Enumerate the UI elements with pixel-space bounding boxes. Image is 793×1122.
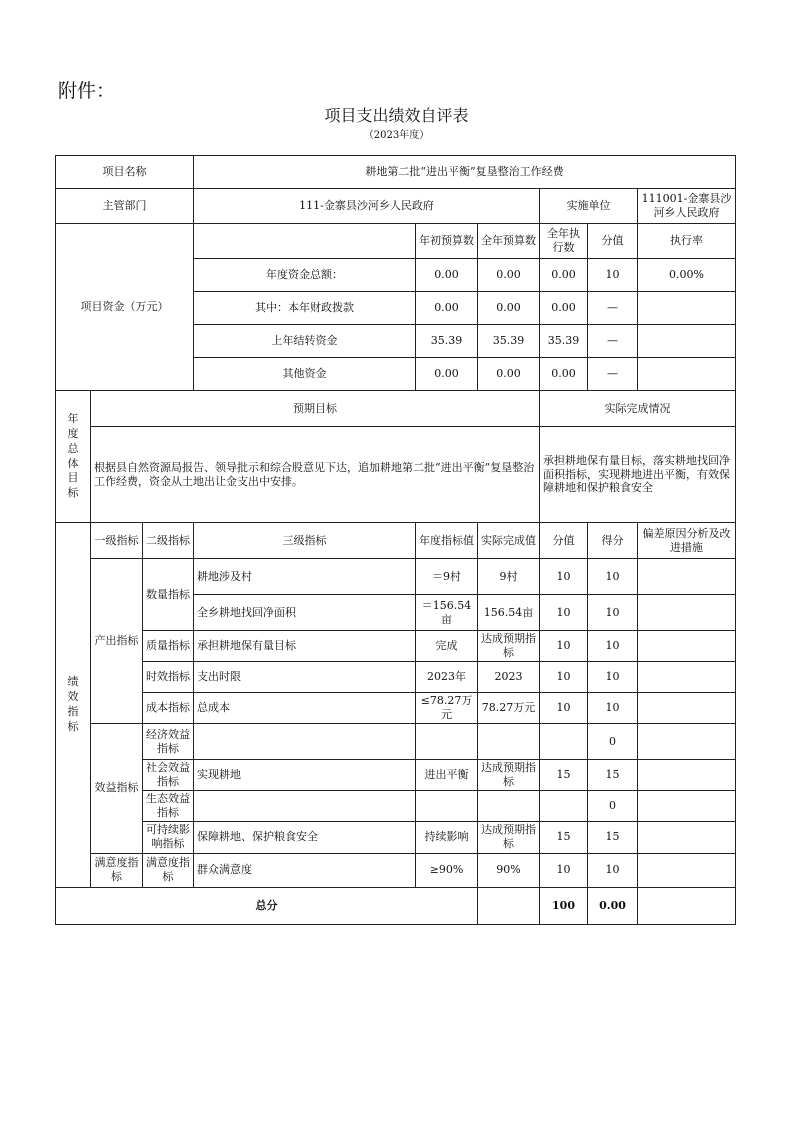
ind-notes	[638, 595, 736, 631]
funds-header-initial: 年初预算数	[416, 224, 478, 259]
ind-value: 10	[540, 662, 588, 693]
total-blank	[478, 887, 540, 924]
project-name-label: 项目名称	[56, 156, 194, 189]
ind-value: 15	[540, 821, 588, 853]
funds-header-value: 分值	[588, 224, 638, 259]
ind-l3: 耕地涉及村	[194, 559, 416, 595]
ind-value: 10	[540, 631, 588, 662]
ind-l2-timeliness: 时效指标	[143, 662, 194, 693]
funds-initial: 35.39	[416, 325, 478, 358]
funds-header-annual: 全年预算数	[478, 224, 540, 259]
ind-target	[416, 724, 478, 760]
ind-value: 10	[540, 559, 588, 595]
indicator-row	[56, 724, 736, 760]
ind-actual: 2023	[478, 662, 540, 693]
ind-score: 15	[588, 821, 638, 853]
impl-value: 111001-金寨县沙河乡人民政府	[638, 189, 736, 224]
ind-l1-satisfaction: 满意度指标	[91, 853, 143, 887]
goals-expected-label: 预期目标	[91, 391, 540, 427]
ind-notes	[638, 693, 736, 724]
ind-l2-satisfaction: 满意度指标	[143, 853, 194, 887]
ind-score: 10	[588, 559, 638, 595]
ind-header-score: 得分	[588, 523, 638, 559]
total-notes	[638, 887, 736, 924]
indicator-row	[56, 760, 736, 791]
dept-label: 主管部门	[56, 189, 194, 224]
ind-l2-quantity: 数量指标	[143, 559, 194, 631]
ind-header-actual: 实际完成值	[478, 523, 540, 559]
ind-target: 2023年	[416, 662, 478, 693]
ind-score: 10	[588, 662, 638, 693]
ind-l2-quality: 质量指标	[143, 631, 194, 662]
ind-notes	[638, 791, 736, 822]
ind-actual: 9村	[478, 559, 540, 595]
ind-header-notes: 偏差原因分析及改进措施	[638, 523, 736, 559]
ind-target: ≥90%	[416, 853, 478, 887]
indicator-row	[56, 821, 736, 853]
ind-value: 15	[540, 760, 588, 791]
ind-value: 10	[540, 693, 588, 724]
ind-l3: 实现耕地	[194, 760, 416, 791]
ind-l3	[194, 791, 416, 822]
total-value: 100	[540, 887, 588, 924]
ind-value	[540, 724, 588, 760]
ind-notes	[638, 631, 736, 662]
goals-expected: 根据县自然资源局报告、领导批示和综合股意见下达，追加耕地第二批“进出平衡”复垦整治工作经费，资金从土地出让金支出中安排。	[91, 427, 540, 523]
funds-row-label: 上年结转资金	[194, 325, 416, 358]
funds-header-executed: 全年执行数	[540, 224, 588, 259]
goals-actual: 承担耕地保有量目标，落实耕地找回净面积指标，实现耕地进出平衡，有效保障耕地和保护粮食安全	[540, 427, 736, 523]
ind-l2-social: 社会效益指标	[143, 760, 194, 791]
ind-l2-economic: 经济效益指标	[143, 724, 194, 760]
funds-executed: 35.39	[540, 325, 588, 358]
ind-target: 完成	[416, 631, 478, 662]
ind-score: 0	[588, 724, 638, 760]
ind-actual: 78.27万元	[478, 693, 540, 724]
indicator-row	[56, 662, 736, 693]
ind-l1-output: 产出指标	[91, 559, 143, 724]
ind-header-l3: 三级指标	[194, 523, 416, 559]
ind-l3	[194, 724, 416, 760]
ind-value	[540, 791, 588, 822]
ind-notes	[638, 559, 736, 595]
attachment-label: 附件：	[58, 80, 116, 102]
funds-initial: 0.00	[416, 292, 478, 325]
ind-actual	[478, 791, 540, 822]
ind-target: 持续影响	[416, 821, 478, 853]
ind-score: 0	[588, 791, 638, 822]
ind-l3: 保障耕地、保护粮食安全	[194, 821, 416, 853]
funds-annual: 0.00	[478, 358, 540, 391]
funds-executed: 0.00	[540, 292, 588, 325]
ind-score: 10	[588, 853, 638, 887]
ind-actual: 90%	[478, 853, 540, 887]
ind-header-value: 分值	[540, 523, 588, 559]
funds-row-label: 年度资金总额：	[194, 259, 416, 292]
total-label: 总分	[56, 887, 478, 924]
funds-label: 项目资金（万元）	[56, 224, 194, 391]
indicator-row	[56, 693, 736, 724]
ind-actual	[478, 724, 540, 760]
ind-notes	[638, 760, 736, 791]
funds-header-rate: 执行率	[638, 224, 736, 259]
ind-actual: 156.54亩	[478, 595, 540, 631]
funds-rate	[638, 325, 736, 358]
indicator-row	[56, 853, 736, 887]
indicators-label: 绩效指标	[56, 523, 91, 888]
project-name: 耕地第二批“进出平衡”复垦整治工作经费	[194, 156, 736, 189]
ind-header-l2: 二级指标	[143, 523, 194, 559]
ind-actual: 达成预期指标	[478, 821, 540, 853]
year-note: （2023年度）	[363, 130, 430, 141]
ind-score: 15	[588, 760, 638, 791]
ind-l3: 支出时限	[194, 662, 416, 693]
performance-table	[55, 155, 736, 925]
ind-notes	[638, 853, 736, 887]
funds-score-value: —	[588, 325, 638, 358]
impl-label: 实施单位	[540, 189, 638, 224]
ind-actual: 达成预期指标	[478, 631, 540, 662]
funds-score-value: —	[588, 292, 638, 325]
ind-notes	[638, 724, 736, 760]
ind-l3: 总成本	[194, 693, 416, 724]
funds-executed: 0.00	[540, 259, 588, 292]
funds-rate	[638, 358, 736, 391]
funds-rate	[638, 292, 736, 325]
ind-value: 10	[540, 853, 588, 887]
ind-score: 10	[588, 631, 638, 662]
funds-header-blank	[194, 224, 416, 259]
ind-l3: 群众满意度	[194, 853, 416, 887]
indicator-row	[56, 791, 736, 822]
ind-header-l1: 一级指标	[91, 523, 143, 559]
ind-l2-ecological: 生态效益指标	[143, 791, 194, 822]
funds-score-value: —	[588, 358, 638, 391]
goals-label: 年度总体目标	[56, 391, 91, 523]
ind-notes	[638, 662, 736, 693]
ind-notes	[638, 821, 736, 853]
funds-annual: 0.00	[478, 292, 540, 325]
funds-annual: 0.00	[478, 259, 540, 292]
funds-initial: 0.00	[416, 358, 478, 391]
dept-value: 111-金寨县沙河乡人民政府	[194, 189, 540, 224]
ind-l2-sustainable: 可持续影响指标	[143, 821, 194, 853]
funds-score-value: 10	[588, 259, 638, 292]
ind-target: ＝9村	[416, 559, 478, 595]
ind-score: 10	[588, 693, 638, 724]
total-score: 0.00	[588, 887, 638, 924]
funds-initial: 0.00	[416, 259, 478, 292]
ind-target: ≤78.27万元	[416, 693, 478, 724]
ind-actual: 达成预期指标	[478, 760, 540, 791]
funds-row-label: 其他资金	[194, 358, 416, 391]
ind-target: 进出平衡	[416, 760, 478, 791]
ind-score: 10	[588, 595, 638, 631]
indicator-row	[56, 631, 736, 662]
ind-l3: 承担耕地保有量目标	[194, 631, 416, 662]
ind-target	[416, 791, 478, 822]
ind-l3: 全乡耕地找回净面积	[194, 595, 416, 631]
ind-l1-benefit: 效益指标	[91, 724, 143, 854]
funds-rate: 0.00%	[638, 259, 736, 292]
total-row	[56, 887, 736, 924]
goals-actual-label: 实际完成情况	[540, 391, 736, 427]
ind-header-target: 年度指标值	[416, 523, 478, 559]
page-title: 项目支出绩效自评表	[324, 106, 469, 125]
ind-target: ＝156.54亩	[416, 595, 478, 631]
funds-row-label: 其中：本年财政拨款	[194, 292, 416, 325]
indicator-row	[56, 559, 736, 595]
funds-annual: 35.39	[478, 325, 540, 358]
ind-l2-cost: 成本指标	[143, 693, 194, 724]
ind-value: 10	[540, 595, 588, 631]
funds-executed: 0.00	[540, 358, 588, 391]
